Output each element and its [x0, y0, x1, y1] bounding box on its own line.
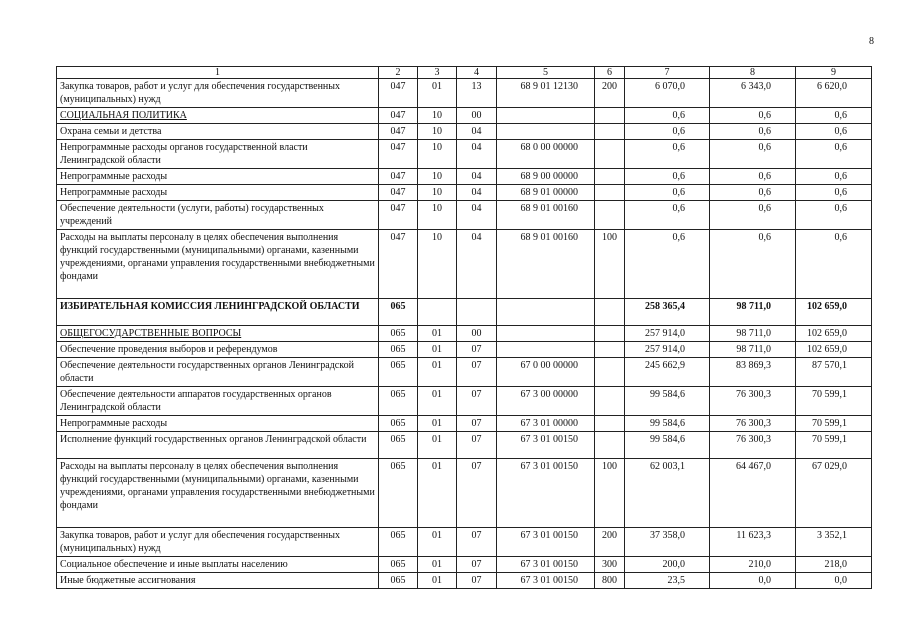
row-expense-type — [595, 124, 625, 140]
row-amount-year-1: 0,6 — [625, 169, 710, 185]
column-header: 1 — [57, 67, 379, 79]
row-amount-year-3: 0,6 — [796, 140, 872, 169]
table-row — [57, 299, 872, 326]
row-expense-type — [595, 326, 625, 342]
row-subsection-code: 04 — [457, 201, 497, 230]
row-subsection-code: 07 — [457, 573, 497, 589]
row-section-code: 10 — [418, 201, 457, 230]
row-amount-year-3: 67 029,0 — [796, 459, 872, 528]
table-row — [57, 358, 872, 387]
row-target-code: 68 9 00 00000 — [497, 169, 595, 185]
row-subsection-code: 07 — [457, 342, 497, 358]
table-row — [57, 432, 872, 459]
row-amount-year-2: 0,6 — [710, 169, 796, 185]
row-ministry-code: 065 — [379, 528, 418, 557]
row-amount-year-3: 70 599,1 — [796, 416, 872, 432]
row-amount-year-3: 218,0 — [796, 557, 872, 573]
row-amount-year-2: 64 467,0 — [710, 459, 796, 528]
row-section-code: 01 — [418, 326, 457, 342]
row-subsection-code: 13 — [457, 79, 497, 108]
table-row — [57, 387, 872, 416]
row-description: Непрограммные расходы — [57, 416, 379, 432]
table-row — [57, 416, 872, 432]
row-subsection-code: 00 — [457, 326, 497, 342]
column-header: 4 — [457, 67, 497, 79]
row-subsection-code: 07 — [457, 557, 497, 573]
row-amount-year-3: 0,6 — [796, 169, 872, 185]
row-ministry-code: 065 — [379, 387, 418, 416]
row-target-code: 67 3 01 00150 — [497, 459, 595, 528]
row-subsection-code — [457, 299, 497, 326]
row-ministry-code: 047 — [379, 169, 418, 185]
row-target-code: 68 9 01 00160 — [497, 201, 595, 230]
row-description: Исполнение функций государственных органов Ленинградской области — [57, 432, 379, 459]
table-row — [57, 459, 872, 528]
row-amount-year-2: 0,0 — [710, 573, 796, 589]
row-amount-year-1: 0,6 — [625, 108, 710, 124]
row-target-code: 67 3 00 00000 — [497, 387, 595, 416]
row-amount-year-1: 99 584,6 — [625, 416, 710, 432]
row-expense-type: 200 — [595, 528, 625, 557]
row-target-code: 67 3 01 00150 — [497, 573, 595, 589]
row-subsection-code: 07 — [457, 459, 497, 528]
row-amount-year-3: 0,6 — [796, 201, 872, 230]
row-amount-year-1: 6 070,0 — [625, 79, 710, 108]
row-amount-year-3: 0,6 — [796, 230, 872, 299]
row-expense-type — [595, 140, 625, 169]
row-section-code: 01 — [418, 573, 457, 589]
row-amount-year-1: 62 003,1 — [625, 459, 710, 528]
row-amount-year-3: 102 659,0 — [796, 326, 872, 342]
column-header: 2 — [379, 67, 418, 79]
row-description: Непрограммные расходы органов государственной власти Ленинградской области — [57, 140, 379, 169]
row-section-code: 01 — [418, 358, 457, 387]
row-ministry-code: 065 — [379, 358, 418, 387]
row-description: ОБЩЕГОСУДАРСТВЕННЫЕ ВОПРОСЫ — [57, 326, 379, 342]
row-section-code: 01 — [418, 342, 457, 358]
row-description: Закупка товаров, работ и услуг для обеспечения государственных (муниципальных) нужд — [57, 528, 379, 557]
row-amount-year-1: 257 914,0 — [625, 342, 710, 358]
row-ministry-code: 047 — [379, 79, 418, 108]
row-description: Непрограммные расходы — [57, 185, 379, 201]
row-subsection-code: 04 — [457, 169, 497, 185]
row-amount-year-1: 23,5 — [625, 573, 710, 589]
row-amount-year-2: 0,6 — [710, 185, 796, 201]
row-amount-year-2: 76 300,3 — [710, 387, 796, 416]
row-subsection-code: 00 — [457, 108, 497, 124]
row-ministry-code: 065 — [379, 342, 418, 358]
table-row — [57, 201, 872, 230]
row-description: Обеспечение проведения выборов и референдумов — [57, 342, 379, 358]
row-target-code: 67 3 01 00150 — [497, 432, 595, 459]
table-row — [57, 79, 872, 108]
row-amount-year-3: 0,6 — [796, 108, 872, 124]
row-ministry-code: 065 — [379, 326, 418, 342]
row-amount-year-3: 0,6 — [796, 185, 872, 201]
row-amount-year-1: 99 584,6 — [625, 387, 710, 416]
row-subsection-code: 07 — [457, 432, 497, 459]
row-expense-type — [595, 185, 625, 201]
row-target-code: 68 9 01 00000 — [497, 185, 595, 201]
row-amount-year-1: 99 584,6 — [625, 432, 710, 459]
table-row — [57, 573, 872, 589]
row-target-code — [497, 108, 595, 124]
row-amount-year-1: 200,0 — [625, 557, 710, 573]
row-amount-year-2: 0,6 — [710, 201, 796, 230]
row-amount-year-2: 0,6 — [710, 230, 796, 299]
row-target-code — [497, 124, 595, 140]
row-amount-year-2: 210,0 — [710, 557, 796, 573]
row-description: ИЗБИРАТЕЛЬНАЯ КОМИССИЯ ЛЕНИНГРАДСКОЙ ОБЛАСТИ — [57, 299, 379, 326]
column-header: 8 — [710, 67, 796, 79]
row-amount-year-1: 257 914,0 — [625, 326, 710, 342]
row-subsection-code: 04 — [457, 230, 497, 299]
row-section-code: 10 — [418, 185, 457, 201]
row-expense-type: 100 — [595, 230, 625, 299]
row-amount-year-1: 0,6 — [625, 124, 710, 140]
table-row — [57, 108, 872, 124]
row-amount-year-2: 11 623,3 — [710, 528, 796, 557]
row-amount-year-1: 37 358,0 — [625, 528, 710, 557]
row-section-code: 01 — [418, 528, 457, 557]
column-header: 3 — [418, 67, 457, 79]
budget-table — [56, 66, 872, 589]
row-expense-type — [595, 358, 625, 387]
table-row — [57, 140, 872, 169]
row-amount-year-3: 70 599,1 — [796, 432, 872, 459]
row-subsection-code: 04 — [457, 140, 497, 169]
row-amount-year-2: 98 711,0 — [710, 299, 796, 326]
table-row — [57, 528, 872, 557]
row-amount-year-1: 258 365,4 — [625, 299, 710, 326]
table-row — [57, 230, 872, 299]
row-amount-year-2: 98 711,0 — [710, 326, 796, 342]
row-target-code: 68 9 01 00160 — [497, 230, 595, 299]
row-target-code: 67 3 01 00000 — [497, 416, 595, 432]
row-section-code: 01 — [418, 416, 457, 432]
row-amount-year-1: 245 662,9 — [625, 358, 710, 387]
row-amount-year-3: 0,0 — [796, 573, 872, 589]
row-description: Непрограммные расходы — [57, 169, 379, 185]
row-section-code: 01 — [418, 432, 457, 459]
row-ministry-code: 047 — [379, 108, 418, 124]
table-row — [57, 169, 872, 185]
row-amount-year-1: 0,6 — [625, 201, 710, 230]
row-amount-year-3: 3 352,1 — [796, 528, 872, 557]
row-target-code — [497, 299, 595, 326]
row-ministry-code: 065 — [379, 557, 418, 573]
row-target-code: 67 0 00 00000 — [497, 358, 595, 387]
row-ministry-code: 047 — [379, 201, 418, 230]
row-amount-year-2: 0,6 — [710, 124, 796, 140]
row-subsection-code: 07 — [457, 387, 497, 416]
row-subsection-code: 04 — [457, 124, 497, 140]
row-ministry-code: 047 — [379, 124, 418, 140]
column-header: 6 — [595, 67, 625, 79]
table-row — [57, 557, 872, 573]
row-expense-type — [595, 169, 625, 185]
row-section-code: 10 — [418, 140, 457, 169]
row-amount-year-2: 6 343,0 — [710, 79, 796, 108]
row-expense-type — [595, 432, 625, 459]
row-amount-year-3: 102 659,0 — [796, 299, 872, 326]
row-target-code — [497, 342, 595, 358]
row-subsection-code: 07 — [457, 528, 497, 557]
table-row — [57, 326, 872, 342]
table-row — [57, 185, 872, 201]
row-amount-year-3: 70 599,1 — [796, 387, 872, 416]
row-amount-year-2: 76 300,3 — [710, 416, 796, 432]
row-description: Расходы на выплаты персоналу в целях обеспечения выполнения функций государственными (муниципальными) органами, казенными учреждениями, органами управления государственными внебюджетными фондами — [57, 230, 379, 299]
row-ministry-code: 065 — [379, 416, 418, 432]
row-amount-year-2: 98 711,0 — [710, 342, 796, 358]
row-section-code: 10 — [418, 124, 457, 140]
row-section-code: 01 — [418, 557, 457, 573]
row-ministry-code: 065 — [379, 573, 418, 589]
row-description: Социальное обеспечение и иные выплаты населению — [57, 557, 379, 573]
row-section-code: 01 — [418, 459, 457, 528]
row-ministry-code: 047 — [379, 185, 418, 201]
row-section-code: 10 — [418, 108, 457, 124]
row-subsection-code: 04 — [457, 185, 497, 201]
row-amount-year-1: 0,6 — [625, 185, 710, 201]
row-expense-type — [595, 201, 625, 230]
row-amount-year-3: 6 620,0 — [796, 79, 872, 108]
page-number: 8 — [869, 36, 874, 47]
row-subsection-code: 07 — [457, 358, 497, 387]
row-amount-year-2: 0,6 — [710, 108, 796, 124]
row-target-code: 68 9 01 12130 — [497, 79, 595, 108]
column-header: 5 — [497, 67, 595, 79]
row-expense-type — [595, 387, 625, 416]
row-target-code: 68 0 00 00000 — [497, 140, 595, 169]
row-amount-year-3: 102 659,0 — [796, 342, 872, 358]
row-expense-type — [595, 416, 625, 432]
row-amount-year-1: 0,6 — [625, 140, 710, 169]
row-ministry-code: 047 — [379, 230, 418, 299]
row-description: Закупка товаров, работ и услуг для обеспечения государственных (муниципальных) нужд — [57, 79, 379, 108]
row-subsection-code: 07 — [457, 416, 497, 432]
row-target-code: 67 3 01 00150 — [497, 557, 595, 573]
row-amount-year-1: 0,6 — [625, 230, 710, 299]
row-description: Расходы на выплаты персоналу в целях обеспечения выполнения функций государственными (муниципальными) органами, казенными учреждениями, органами управления государственными внебюджетными фондами — [57, 459, 379, 528]
column-header: 7 — [625, 67, 710, 79]
row-ministry-code: 047 — [379, 140, 418, 169]
row-amount-year-2: 83 869,3 — [710, 358, 796, 387]
row-amount-year-3: 0,6 — [796, 124, 872, 140]
row-expense-type: 200 — [595, 79, 625, 108]
row-amount-year-2: 76 300,3 — [710, 432, 796, 459]
row-target-code — [497, 326, 595, 342]
row-section-code: 01 — [418, 387, 457, 416]
row-expense-type — [595, 299, 625, 326]
row-amount-year-2: 0,6 — [710, 140, 796, 169]
row-description: Обеспечение деятельности аппаратов государственных органов Ленинградской области — [57, 387, 379, 416]
table-row — [57, 342, 872, 358]
column-header: 9 — [796, 67, 872, 79]
row-expense-type — [595, 342, 625, 358]
row-description: Обеспечение деятельности государственных органов Ленинградской области — [57, 358, 379, 387]
column-number-row — [57, 67, 872, 79]
row-section-code: 10 — [418, 169, 457, 185]
row-section-code: 01 — [418, 79, 457, 108]
row-ministry-code: 065 — [379, 459, 418, 528]
table-row — [57, 124, 872, 140]
row-target-code: 67 3 01 00150 — [497, 528, 595, 557]
row-section-code — [418, 299, 457, 326]
row-section-code: 10 — [418, 230, 457, 299]
row-expense-type — [595, 108, 625, 124]
row-description: СОЦИАЛЬНАЯ ПОЛИТИКА — [57, 108, 379, 124]
row-expense-type: 100 — [595, 459, 625, 528]
row-expense-type: 300 — [595, 557, 625, 573]
row-description: Охрана семьи и детства — [57, 124, 379, 140]
row-description: Обеспечение деятельности (услуги, работы) государственных учреждений — [57, 201, 379, 230]
row-ministry-code: 065 — [379, 432, 418, 459]
row-description: Иные бюджетные ассигнования — [57, 573, 379, 589]
row-expense-type: 800 — [595, 573, 625, 589]
row-ministry-code: 065 — [379, 299, 418, 326]
row-amount-year-3: 87 570,1 — [796, 358, 872, 387]
